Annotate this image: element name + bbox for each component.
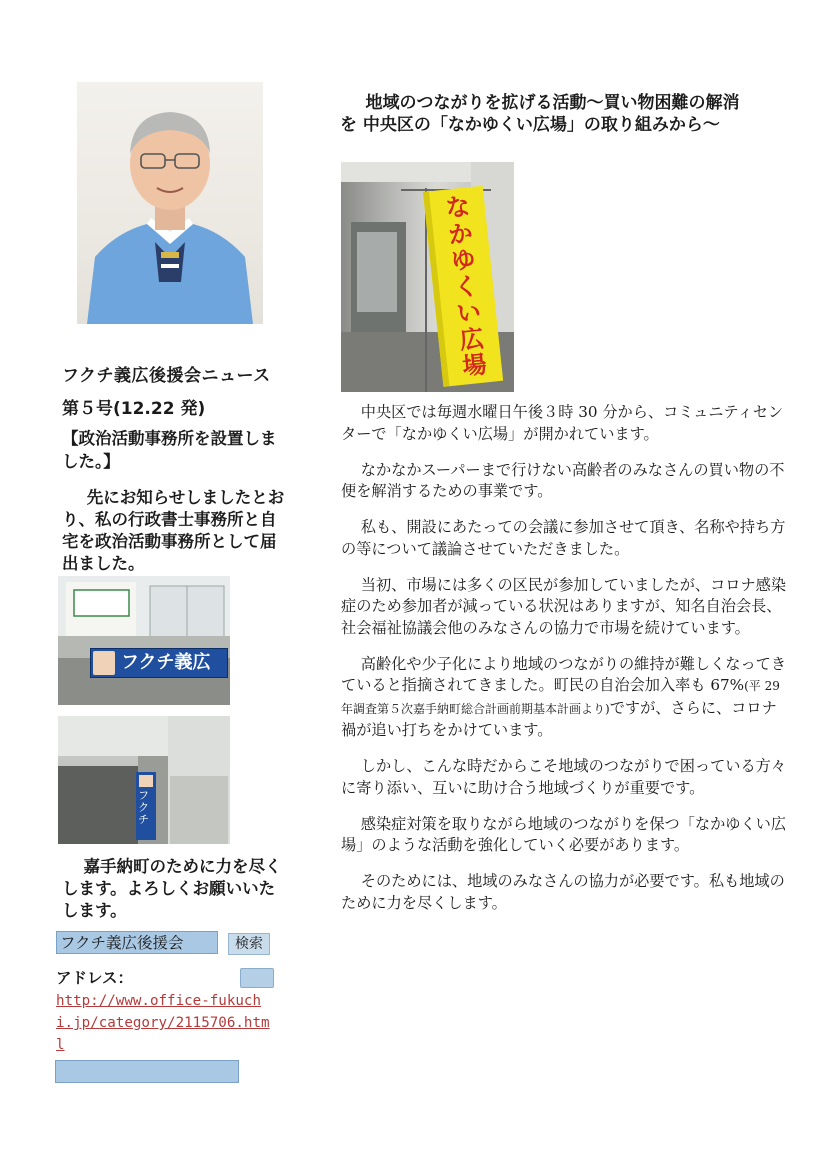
article-title: 地域のつながりを拡げる活動～買い物困難の解消を 中央区の「なかゆくい広場」の取り組みから～ (340, 93, 740, 135)
gate-sign (136, 772, 156, 840)
article-paragraph: 私も、開設にあたっての会議に参加させて頂き、名称や持ち方の等について議論させていただきました。 (341, 518, 786, 558)
banner-photo (341, 162, 514, 392)
office-sign-name: フクチ義広 (121, 652, 211, 673)
office-paragraph: 先にお知らせしましたとおり、私の行政書士事務所と自宅を政治活動事務所として届出ました。 (62, 488, 285, 573)
banner-char: か (447, 218, 474, 249)
paragraph-text: ですが、さらに、コロナ禍が追い打ちをかけています。 (341, 698, 777, 739)
website-link[interactable]: http://www.office-fukuchi.jp/category/2115706.html (56, 993, 270, 1053)
search-input[interactable]: フクチ義広後援会 (56, 931, 218, 954)
survey-note: (平 29 年調査第５次嘉手納町総合計画前期基本計画より) (341, 679, 780, 716)
banner-char: な (444, 192, 472, 223)
gate-sign-name: フクチ (138, 789, 149, 826)
article-paragraph: しかし、こんな時だからこそ地域のつながりで困っている方々に寄り添い、互いに助け合う地域づくりが重要です。 (341, 757, 786, 797)
article-body (341, 402, 786, 929)
article-paragraph: 当初、市場には多くの区民が参加していましたが、コロナ感染症のため参加者が減っている状況はありますが、知名自治会長、社会福祉協議会他のみなさんの協力で市場を続けています。 (341, 575, 786, 637)
office-photo (58, 576, 230, 705)
article-paragraph: なかなかスーパーまで行けない高齢者のみなさんの買い物の不便を解消するための事業です。 (341, 460, 785, 500)
issue-number: 第５号(12.22 発) (62, 399, 206, 419)
blank-input-box[interactable] (55, 1060, 239, 1083)
banner-char: 広 (458, 324, 486, 355)
article-paragraph: 中央区では毎週水曜日午後３時 30 分から、コミュニティセンターで「なかゆくい広場」が開かれています。 (341, 403, 784, 443)
article-paragraph (341, 654, 786, 742)
banner-char: い (455, 297, 483, 329)
search-button[interactable]: 検索 (228, 933, 270, 955)
banner-char: く (452, 271, 480, 302)
closing-paragraph: 嘉手納町のために力を尽くします。よろしくお願いいたします。 (62, 857, 282, 920)
gate-photo (58, 716, 230, 844)
blank-button[interactable] (240, 968, 274, 988)
office-sign (90, 648, 228, 678)
article-paragraph: 感染症対策を取りながら地域のつながりを保つ「なかゆくい広場」のような活動を強化していく必要があります。 (341, 814, 786, 854)
candidate-portrait (77, 82, 263, 324)
banner-char: ゆ (449, 244, 477, 276)
banner-char: 場 (461, 350, 488, 381)
article-paragraph: そのためには、地域のみなさんの協力が必要です。私も地域のために力を尽くします。 (341, 872, 785, 912)
address-label: アドレス： (56, 969, 134, 987)
newsletter-title: フクチ義広後援会ニュース (62, 366, 271, 386)
office-headline: 【政治活動事務所を設置しました。】 (62, 429, 277, 471)
paragraph-text: 高齢化や少子化により地域のつながりの維持が難しくなってきていると指摘されてきました。町民の自治会加入率も 67% (341, 654, 786, 694)
